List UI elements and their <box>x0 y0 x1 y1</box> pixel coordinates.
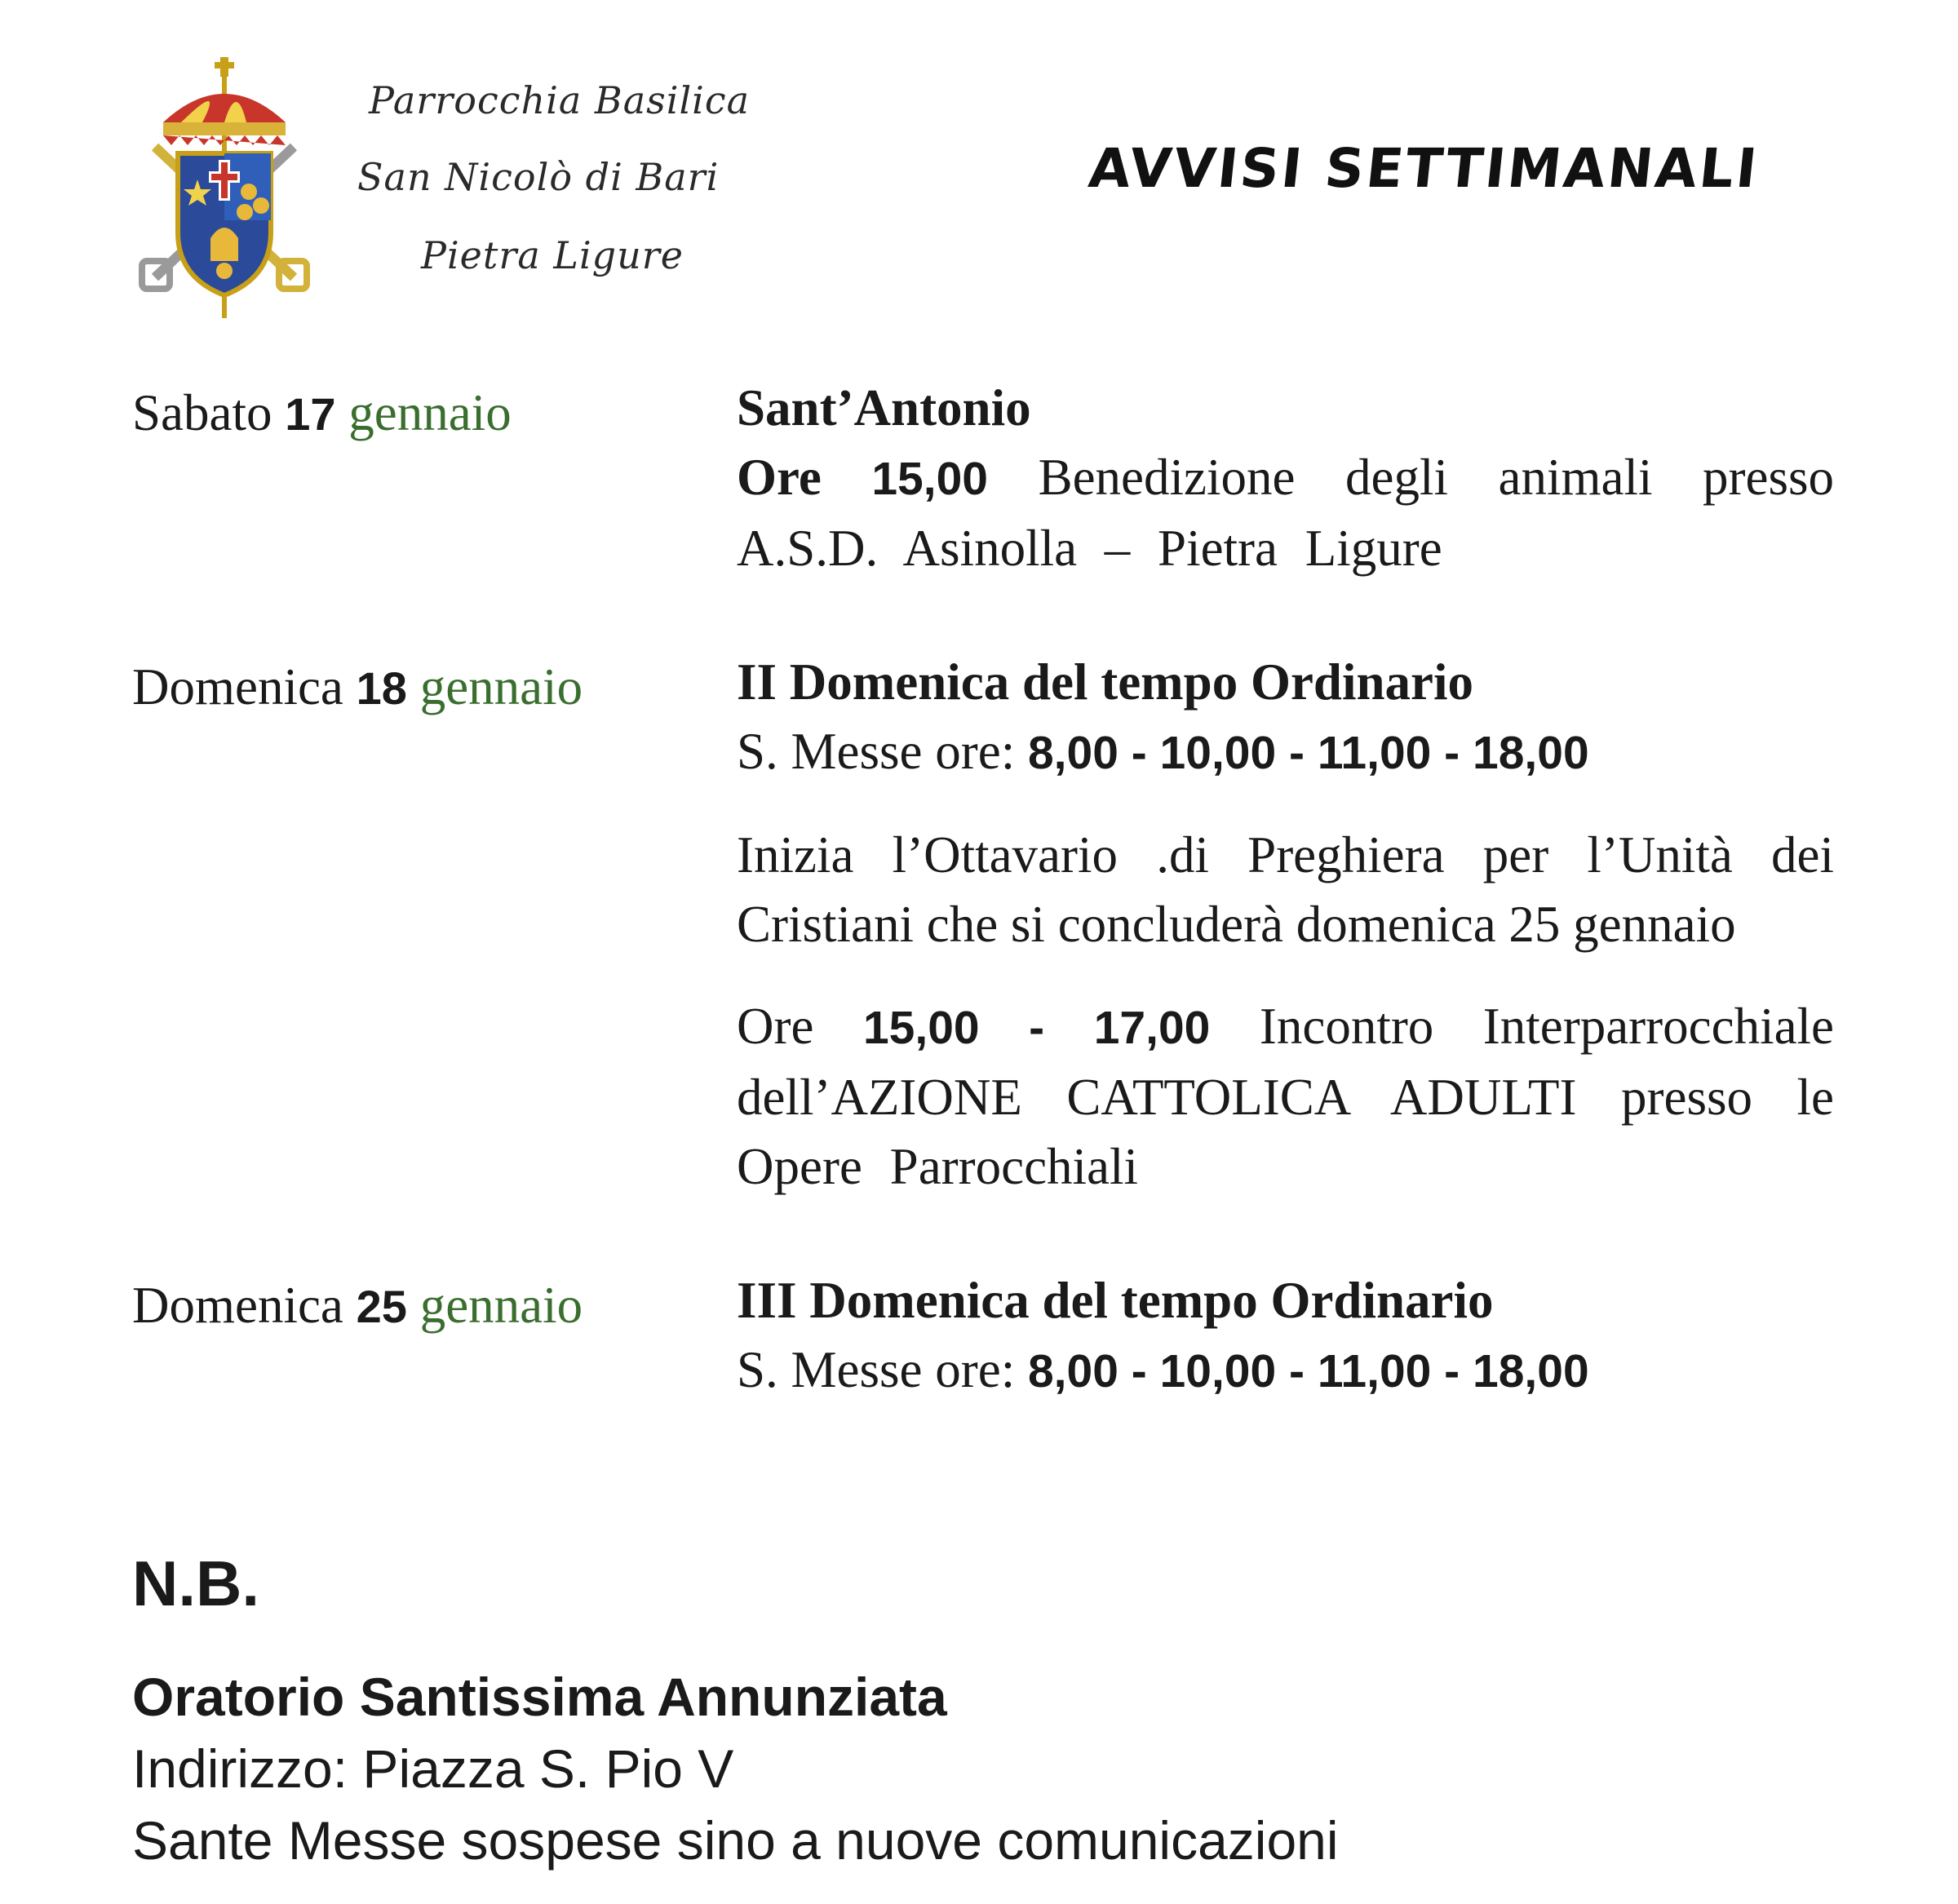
event-time: 15,00 <box>871 453 988 505</box>
mass-times <box>737 717 1834 788</box>
entry-weekday: Domenica <box>132 1277 343 1334</box>
nb-note: Sante Messe sospese sino a nuove comunicazioni <box>132 1810 1339 1871</box>
event-time: 15,00 - 17,00 <box>862 1002 1211 1054</box>
page-title: AVVISI SETTIMANALI <box>1085 137 1762 200</box>
entry-date <box>132 383 512 443</box>
entry-event <box>737 443 1834 583</box>
entry-event <box>737 992 1834 1202</box>
entry-content <box>737 374 1834 583</box>
entry-month: gennaio <box>419 658 583 715</box>
entry-date <box>132 658 583 717</box>
mass-times <box>737 1335 1834 1406</box>
entry-heading: II Domenica del tempo Ordinario <box>737 653 1473 711</box>
entry-heading: III Domenica del tempo Ordinario <box>737 1272 1494 1329</box>
nb-label: N.B. <box>132 1548 259 1619</box>
nb-address: Indirizzo: Piazza S. Pio V <box>132 1738 734 1799</box>
event-time-prefix: Ore <box>737 998 814 1055</box>
entry-weekday: Domenica <box>132 658 343 715</box>
entry-day: 18 <box>356 662 407 714</box>
entry-month: gennaio <box>419 1277 583 1334</box>
entry-note: Inizia l’Ottavario .di Preghiera per l’Unità dei Cristiani che si concluderà domenica 25 gennaio <box>737 826 1834 953</box>
entry-day: 25 <box>356 1281 407 1332</box>
parish-name-line-2: San Nicolò di Bari <box>357 155 720 199</box>
entry-weekday: Sabato <box>132 384 272 441</box>
nb-title: Oratorio Santissima Annunziata <box>132 1667 947 1727</box>
entry-date <box>132 1276 583 1335</box>
entry-content <box>737 1266 1834 1406</box>
mass-times-values: 8,00 - 10,00 - 11,00 - 18,00 <box>1027 1345 1589 1397</box>
parish-crest-icon <box>131 57 318 326</box>
mass-times-prefix: S. Messe ore: <box>737 1341 1016 1398</box>
event-description: Benedizione degli animali presso A.S.D. Asinolla – Pietra Ligure <box>737 449 1835 577</box>
event-description: Incontro Interparrocchiale dell’AZIONE CATTOLICA ADULTI presso le Opere Parrocchiali <box>737 998 1834 1195</box>
event-time-prefix: Ore <box>737 449 822 506</box>
entry-content <box>737 648 1834 1202</box>
parish-name-line-3: Pietra Ligure <box>421 233 684 277</box>
entry-month: gennaio <box>348 384 512 441</box>
mass-times-prefix: S. Messe ore: <box>737 723 1016 780</box>
entry-heading: Sant’Antonio <box>737 379 1031 436</box>
entry-day: 17 <box>285 388 336 440</box>
mass-times-values: 8,00 - 10,00 - 11,00 - 18,00 <box>1027 727 1589 779</box>
parish-name-line-1: Parrocchia Basilica <box>369 78 751 122</box>
